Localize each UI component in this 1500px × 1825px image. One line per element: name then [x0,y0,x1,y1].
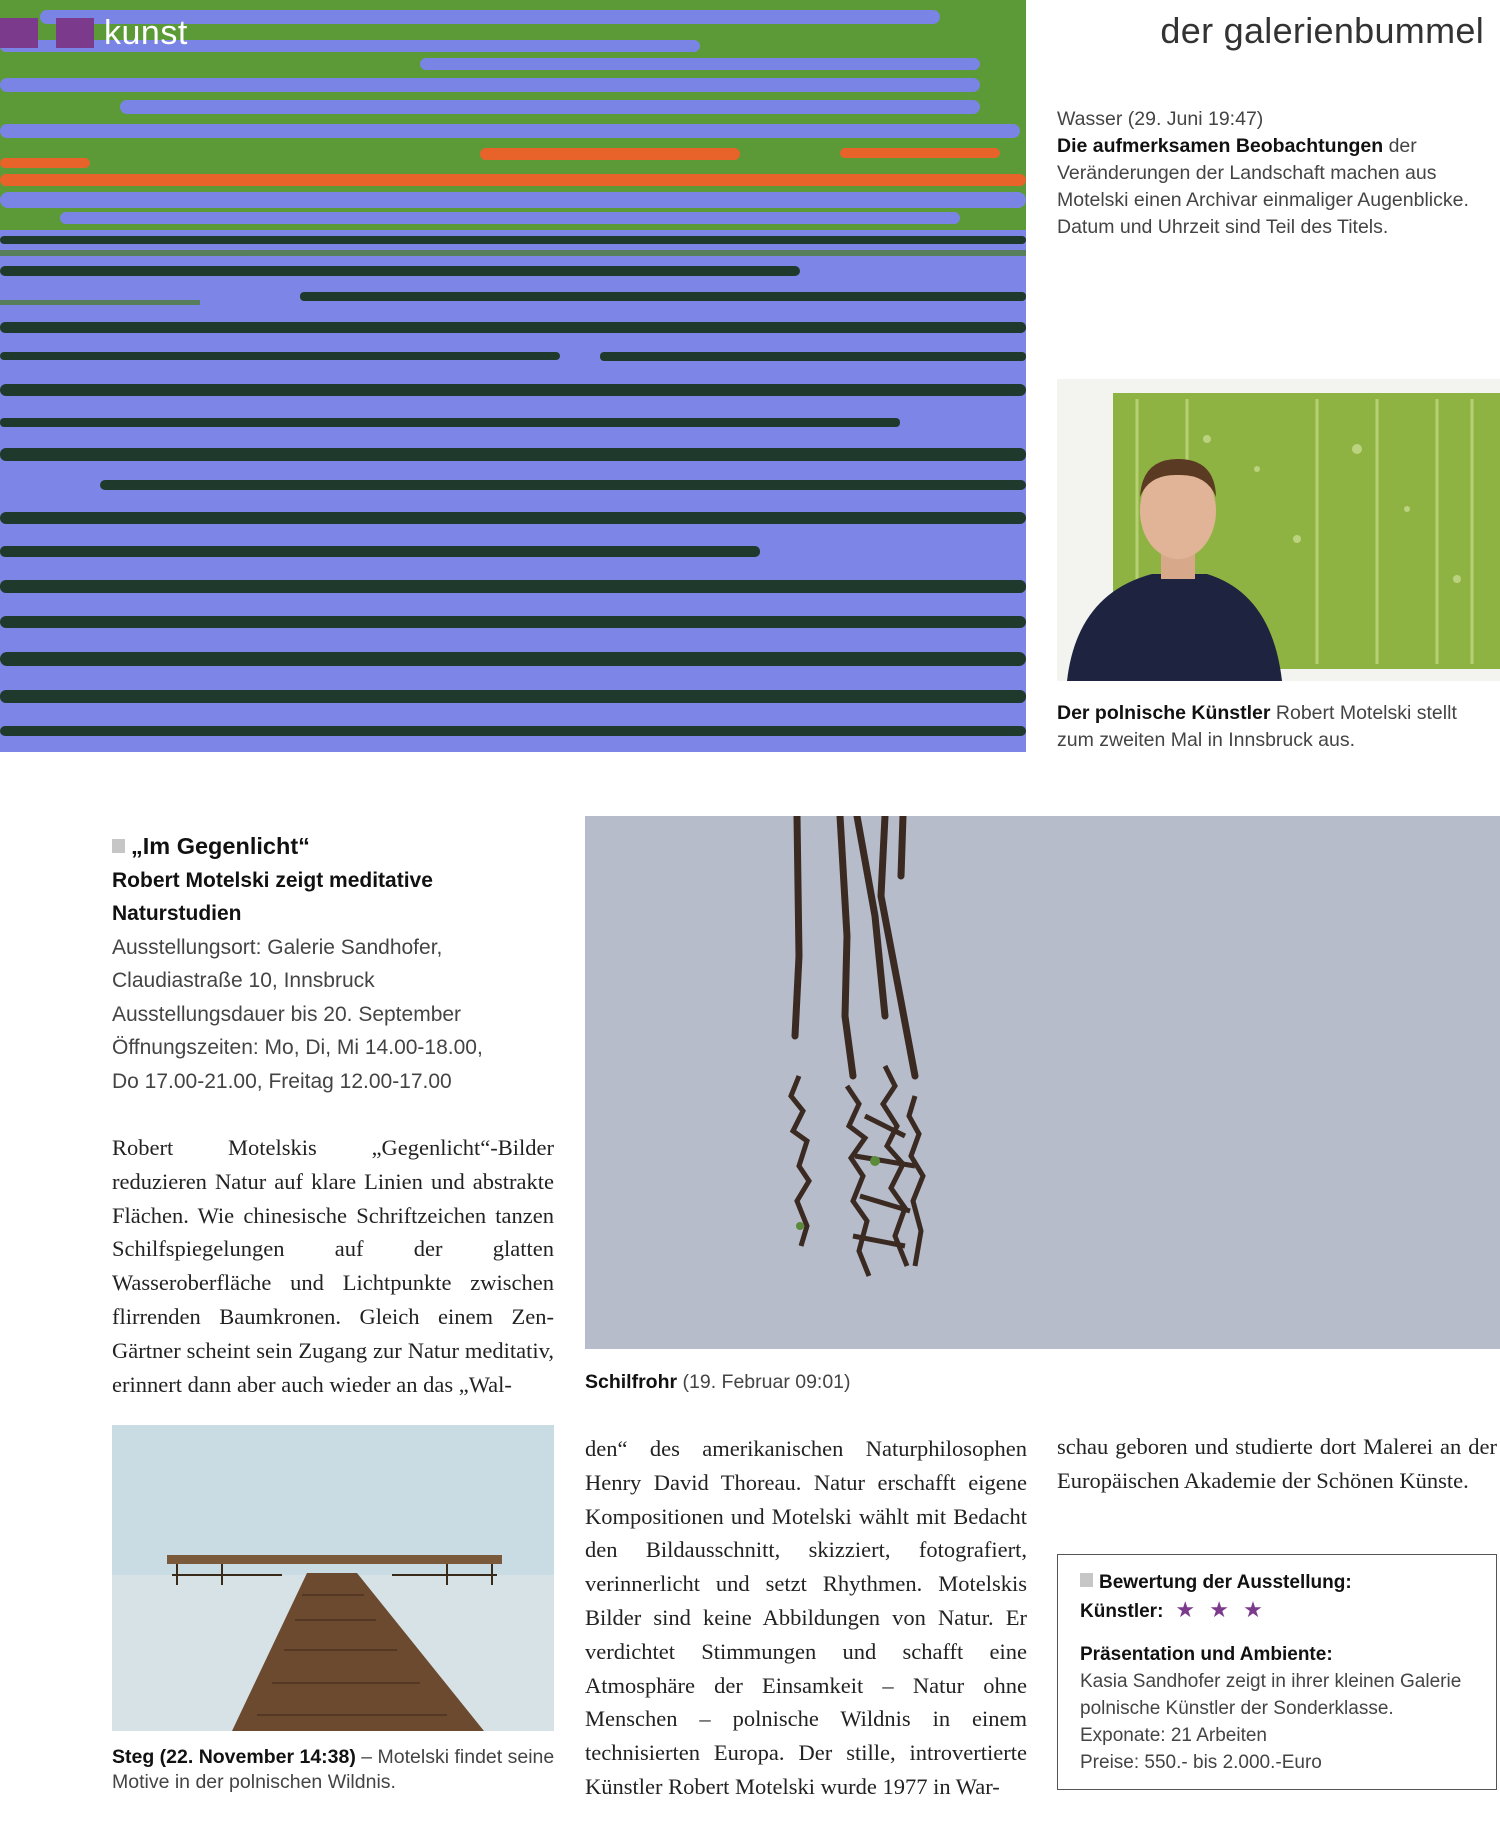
caption-bold: Schilfrohr [585,1371,678,1393]
caption-steg [112,1745,562,1795]
page-title: der galerienbummel [1160,10,1484,51]
painting-schilfrohr [585,816,1500,1349]
preise-text: Preise: 550.- bis 2.000.-Euro [1080,1752,1322,1773]
caption-wasser [1057,106,1477,241]
presentation-heading: Präsentation und Ambiente: [1080,1644,1333,1665]
info-line: Ausstellungsort: Galerie Sandhofer, [112,935,443,959]
article-column-1 [112,1131,554,1401]
article-paragraph: den“ des amerikanischen Naturphilosophen Henry David Thoreau. Natur erschafft eigene Kompositionen und Motelski wählt mit Bedacht den Bildausschnitt, skizziert, fotografiert, verinnerlicht und setzt Rhythmen. Motelskis Bilder sind keine Abbildungen von Natur. Er verdichtet Stimmungen und schafft eine Atmosphäre der Einsamkeit – Natur ohne Menschen – polnische Wildnis in einem technisierten Europa. Der stille, introvertierte Künstler Robert Motelski wurde 1977 in War- [585,1436,1027,1799]
caption-text: Robert Motelski stellt zum zweiten Mal in Innsbruck aus. [1057,702,1457,751]
caption-bold: Steg (22. November 14:38) [112,1746,356,1768]
rating-box [1057,1554,1497,1790]
section-tag [0,13,188,52]
caption-bold: Die aufmerksamen Beobachtungen [1057,135,1384,157]
section-marker-square [0,18,38,48]
info-line: Öffnungszeiten: Mo, Di, Mi 14.00-18.00, [112,1036,483,1059]
caption-text: (19. Februar 09:01) [677,1371,851,1393]
info-line: Ausstellungsdauer bis 20. September [112,1002,462,1026]
exhibition-subtitle: Robert Motelski zeigt meditative Naturstudien [112,868,433,925]
caption-schilfrohr [585,1369,851,1396]
exhibition-info [112,830,562,1098]
caption-text: – Motelski findet seine Motive in der polnischen Wildnis. [112,1746,555,1793]
section-marker-square [56,18,94,48]
caption-text: der Veränderungen der Landschaft machen aus Motelski einen Archivar einmaliger Augenblicke. Datum und Uhrzeit sind Teil des Titels. [1057,135,1469,238]
section-label: kunst [104,13,188,52]
exhibition-title: „Im Gegenlicht“ [131,833,310,859]
exponate-text: Exponate: 21 Arbeiten [1080,1725,1267,1746]
caption-bold: Der polnische Künstler [1057,702,1271,724]
painting-steg [112,1425,554,1731]
caption-lead: Wasser (29. Juni 19:47) [1057,108,1264,130]
artist-portrait-photo [1057,379,1500,681]
info-line: Do 17.00-21.00, Freitag 12.00-17.00 [112,1069,452,1093]
presentation-text: Kasia Sandhofer zeigt in ihrer kleinen Galerie polnische Künstler der Sonderklasse. [1080,1671,1462,1719]
star-rating: ★ ★ ★ [1175,1597,1267,1622]
article-column-3 [1057,1430,1497,1498]
article-paragraph: schau geboren und studierte dort Malerei an der Europäischen Akademie der Schönen Künste. [1057,1434,1497,1493]
rating-heading: Bewertung der Ausstellung: [1099,1572,1352,1593]
bullet-icon [1080,1573,1093,1587]
caption-kuenstler [1057,700,1487,754]
artist-rating-label: Künstler: [1080,1601,1164,1622]
info-line: Claudiastraße 10, Innsbruck [112,969,375,992]
article-column-2 [585,1432,1027,1804]
article-paragraph: Robert Motelskis „Gegenlicht“-Bilder reduzieren Natur auf klare Linien und abstrakte Flächen. Wie chinesische Schriftzeichen tanzen Schilfspiegelungen auf der glatten Wasseroberfläche und Lichtpunkte zwischen flirrenden Baumkronen. Gleich einem Zen-Gärtner scheint sein Zugang zur Natur meditativ, erinnert dann aber auch wieder an das „Wal- [112,1135,554,1397]
bullet-icon [112,839,125,853]
painting-wasser [0,0,1026,752]
